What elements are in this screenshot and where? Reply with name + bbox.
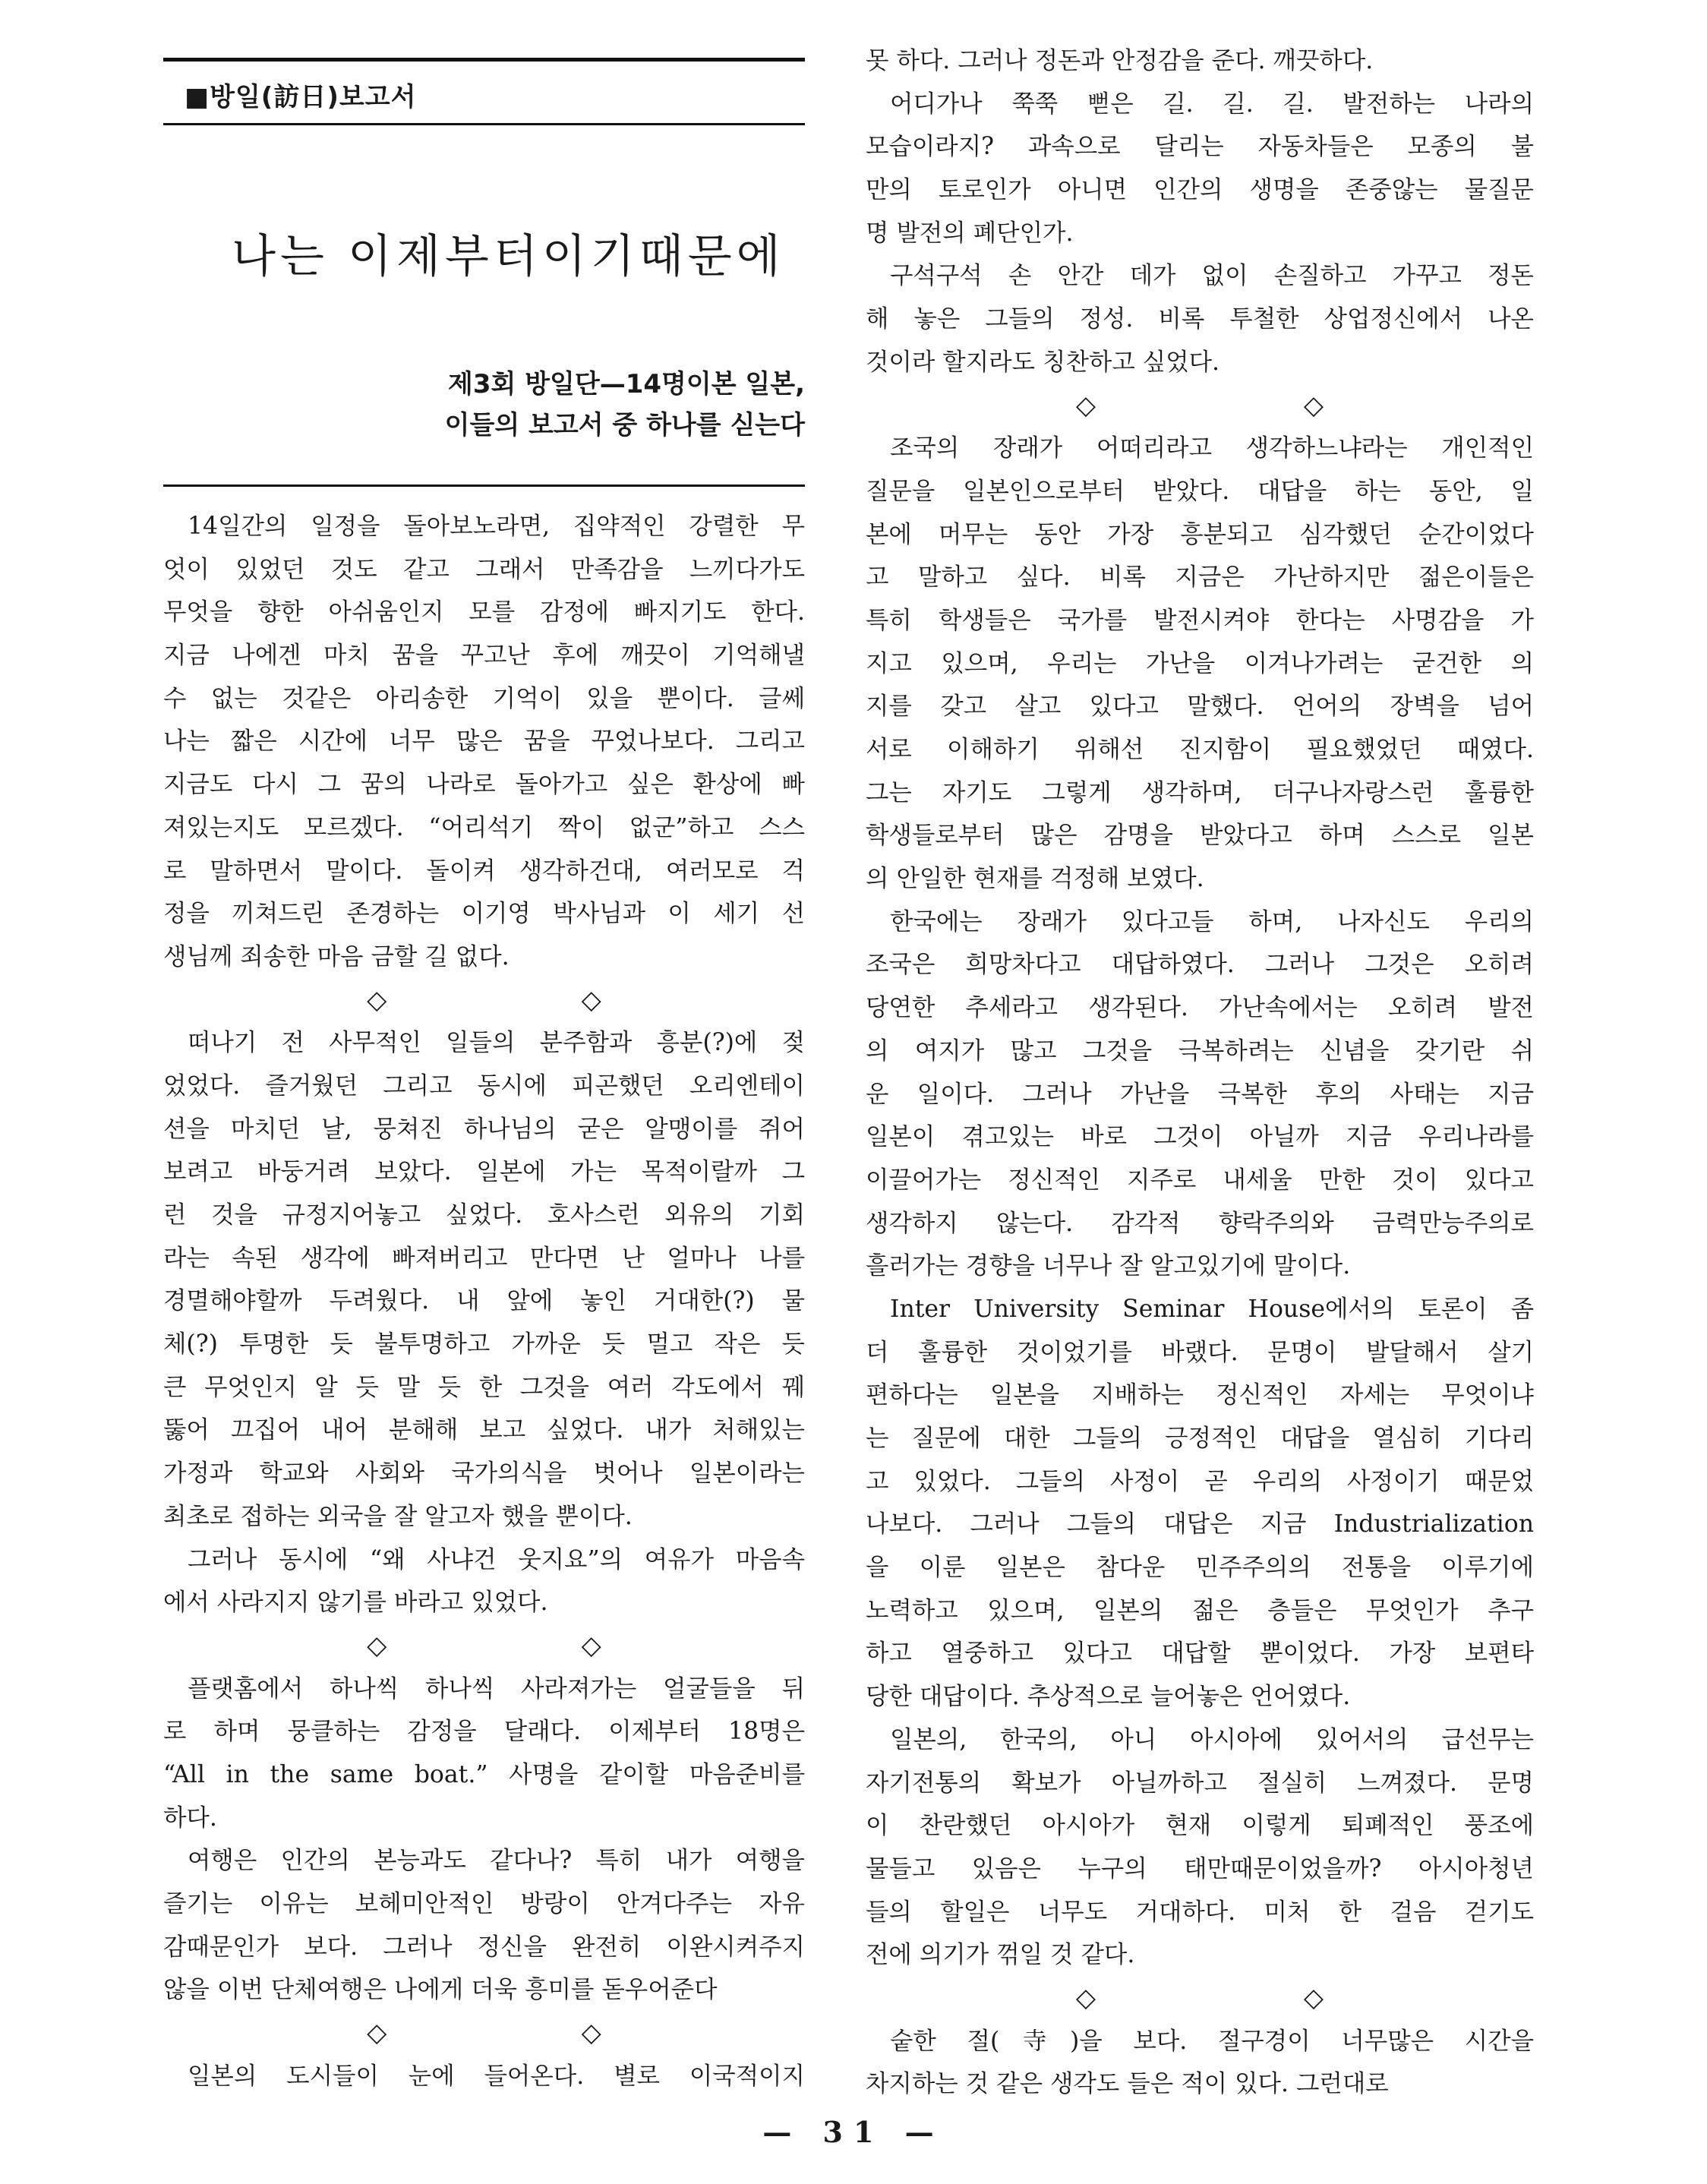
text-line: 더 훌륭한 것이었기를 바랬다. 문명이 발달해서 살기 xyxy=(866,1338,1534,1366)
diamond-icon: ◇ xyxy=(581,2018,601,2049)
text-line: 서로 이해하기 위해선 진지함이 필요했었던 때였다. xyxy=(866,736,1534,763)
text-line: 로 하며 뭉클하는 감정을 달래다. 이제부터 18명은 xyxy=(163,1718,805,1746)
text-line: 것이라 할지라도 칭찬하고 싶었다. xyxy=(866,348,1220,376)
text-line: 의 안일한 현재를 걱정해 보였다. xyxy=(866,865,1204,893)
text-line: 션을 마치던 날, 뭉쳐진 하나님의 굳은 알맹이를 쥐어 xyxy=(163,1115,805,1143)
text-line: 못 하다. 그러나 정돈과 안정감을 준다. 깨끗하다. xyxy=(866,47,1374,74)
text-line: 로 말하면서 말이다. 돌이켜 생각하건대, 여러모로 걱 xyxy=(163,857,805,885)
text-line: 특히 학생들은 국가를 발전시켜야 한다는 사명감을 가 xyxy=(866,606,1534,634)
section-divider xyxy=(866,384,1534,428)
text-line: 흘러가는 경향을 너무나 잘 알고있기에 말이다. xyxy=(866,1252,1351,1280)
diamond-icon: ◇ xyxy=(367,1630,387,1661)
text-line: 플랫홈에서 하나씩 하나씩 사라져가는 얼굴들을 뒤 xyxy=(188,1674,805,1703)
subtitle-line-2: 이들의 보고서 중 하나를 싣는다 xyxy=(444,410,805,440)
header-top-rule xyxy=(163,58,805,62)
page-number: — 31 — xyxy=(762,2115,945,2149)
left-body-text xyxy=(163,505,805,2097)
text-line: 의 여지가 많고 그것을 극복하려는 신념을 갖기란 쉬 xyxy=(866,1037,1534,1065)
text-line: 그러나 동시에 “왜 사냐건 웃지요”의 여유가 마음속 xyxy=(188,1545,805,1573)
text-line: 수 없는 것같은 아리송한 기억이 있을 뿐이다. 글쎄 xyxy=(163,684,805,712)
text-line: 이 찬란했던 아시아가 현재 이렇게 퇴폐적인 풍조에 xyxy=(866,1812,1534,1840)
text-line: 한국에는 장래가 있다고들 하며, 나자신도 우리의 xyxy=(890,907,1534,936)
text-line: 14일간의 일정을 돌아보노라면, 집약적인 강렬한 무 xyxy=(188,513,805,540)
text-line: 엇이 있었던 것도 같고 그래서 만족감을 느끼다가도 xyxy=(163,555,805,583)
text-line: 어디가나 쭉쭉 뻗은 길. 길. 길. 발전하는 나라의 xyxy=(890,90,1534,118)
text-line: 노력하고 있으며, 일본의 젊은 층들은 무엇인가 추구 xyxy=(866,1596,1534,1624)
diamond-icon: ◇ xyxy=(367,984,387,1015)
text-line: 본에 머무는 동안 가장 흥분되고 심각했던 순간이었다 xyxy=(866,520,1534,548)
text-line: 나는 짧은 시간에 너무 많은 꿈을 꾸었나보다. 그리고 xyxy=(163,727,805,756)
text-line: 운 일이다. 그러나 가난을 극복한 후의 사태는 지금 xyxy=(866,1080,1534,1108)
text-line: 해 놓은 그들의 정성. 비록 투철한 상업정신에서 나온 xyxy=(866,305,1534,333)
text-line: 큰 무엇인지 알 듯 말 듯 한 그것을 여러 각도에서 꿰 xyxy=(163,1373,805,1401)
text-line: 구석구석 손 안간 데가 없이 손질하고 가꾸고 정돈 xyxy=(890,262,1534,290)
text-line: 조국은 희망차다고 대답하였다. 그러나 그것은 오히려 xyxy=(866,951,1534,979)
text-line: Inter University Seminar House에서의 토론이 좀 xyxy=(890,1295,1534,1323)
text-line: 지금도 다시 그 꿈의 나라로 돌아가고 싶은 환상에 빠 xyxy=(163,771,805,799)
text-line: 편하다는 일본을 지배하는 정신적인 자세는 무엇이냐 xyxy=(866,1381,1534,1409)
text-line: 뚫어 끄집어 내어 분해해 보고 싶었다. 내가 처해있는 xyxy=(163,1416,805,1444)
text-line: 하고 열중하고 있다고 대답할 뿐이었다. 가장 보편타 xyxy=(866,1640,1534,1668)
section-divider xyxy=(163,1624,805,1668)
header-bottom-rule xyxy=(163,123,805,125)
subtitle-line-1: 제3회 방일단—14명이본 일본, xyxy=(447,369,805,399)
diamond-icon: ◇ xyxy=(1303,390,1324,421)
text-line: 들의 할일은 너무도 거대하다. 미처 한 걸음 걷기도 xyxy=(866,1898,1534,1926)
text-line: 런 것을 규정지어놓고 싶었다. 호사스런 외유의 기회 xyxy=(163,1201,805,1229)
text-line: “All in the same boat.” 사명을 같이할 마음준비를 xyxy=(163,1760,805,1788)
diamond-icon: ◇ xyxy=(581,1630,601,1661)
text-line: 져있는지도 모르겠다. “어리석기 짝이 없군”하고 스스 xyxy=(163,813,805,841)
section-divider xyxy=(866,1977,1534,2020)
text-line: 나보다. 그러나 그들의 대답은 지금 Industrialization xyxy=(866,1510,1534,1539)
text-line: 생님께 죄송한 마음 금할 길 없다. xyxy=(163,942,510,970)
section-label: ■방일(訪日)보고서 xyxy=(185,82,417,112)
text-line: 모습이라지? 과속으로 달리는 자동차들은 모종의 불 xyxy=(866,133,1534,161)
text-line: 차지하는 것 같은 생각도 들은 적이 있다. 그런대로 xyxy=(866,2070,1389,2098)
text-line: 일본의 도시들이 눈에 들어온다. 별로 이국적이지 xyxy=(188,2062,805,2090)
text-line: 지고 있으며, 우리는 가난을 이겨나가려는 굳건한 의 xyxy=(866,649,1534,677)
diamond-icon: ◇ xyxy=(581,984,601,1015)
text-line: 었었다. 즐거웠던 그리고 동시에 피곤했던 오리엔테이 xyxy=(163,1071,805,1100)
text-line: 지를 갖고 살고 있다고 말했다. 언어의 장벽을 넘어 xyxy=(866,693,1534,721)
text-line: 지금 나에겐 마치 꿈을 꾸고난 후에 깨끗이 기억해낼 xyxy=(163,642,805,670)
text-line: 감때문인가 보다. 그러나 정신을 완전히 이완시켜주지 xyxy=(163,1933,805,1961)
text-line: 자기전통의 확보가 아닐까하고 절실히 느껴졌다. 문명 xyxy=(866,1769,1534,1797)
right-body-text xyxy=(866,39,1534,2106)
text-line: 최초로 접하는 외국을 잘 알고자 했을 뿐이다. xyxy=(163,1502,633,1530)
text-line: 는 질문에 대한 그들의 긍정적인 대답을 열심히 기다리 xyxy=(866,1425,1534,1452)
text-line: 질문을 일본인으로부터 받았다. 대답을 하는 동안, 일 xyxy=(866,477,1534,505)
text-line: 경멸해야할까 두려웠다. 내 앞에 놓인 거대한(?) 물 xyxy=(163,1287,805,1315)
diamond-icon: ◇ xyxy=(1075,1982,1096,2013)
text-line: 조국의 장래가 어떠리라고 생각하느냐라는 개인적인 xyxy=(890,434,1534,462)
text-line: 떠나기 전 사무적인 일들의 분주함과 흥분(?)에 젖 xyxy=(188,1029,805,1057)
text-line: 정을 끼쳐드린 존경하는 이기영 박사님과 이 세기 선 xyxy=(163,900,805,928)
text-line: 무엇을 향한 아쉬움인지 모를 감정에 빠지기도 한다. xyxy=(163,598,805,626)
article-title: 나는 이제부터이기때문에 xyxy=(232,230,785,283)
text-line: 고 있었다. 그들의 사정이 곧 우리의 사정이기 때문었 xyxy=(866,1467,1534,1495)
text-line: 보려고 바둥거려 보았다. 일본에 가는 목적이랄까 그 xyxy=(163,1158,805,1186)
text-line: 전에 의기가 꺾일 것 같다. xyxy=(866,1941,1135,1969)
text-line: 만의 토로인가 아니면 인간의 생명을 존중않는 물질문 xyxy=(866,176,1534,204)
text-line: 고 말하고 싶다. 비록 지금은 가난하지만 젊은이들은 xyxy=(866,563,1534,592)
text-line: 명 발전의 폐단인가. xyxy=(866,219,1074,247)
diamond-icon: ◇ xyxy=(1303,1982,1324,2013)
text-line: 에서 사라지지 않기를 바라고 있었다. xyxy=(163,1589,548,1617)
section-divider xyxy=(163,979,805,1022)
text-line: 그는 자기도 그렇게 생각하며, 더구나자랑스런 훌륭한 xyxy=(866,778,1534,806)
text-line: 생각하지 않는다. 감각적 향락주의와 금력만능주의로 xyxy=(866,1209,1534,1237)
text-line: 즐기는 이유는 보헤미안적인 방랑이 안겨다주는 자유 xyxy=(163,1890,805,1917)
text-line: 을 이룬 일본은 참다운 민주주의의 전통을 이루기에 xyxy=(866,1554,1534,1582)
text-line: 일본이 겪고있는 바로 그것이 아닐까 지금 우리나라를 xyxy=(866,1123,1534,1151)
text-line: 하다. xyxy=(163,1804,217,1832)
text-line: 가정과 학교와 사회와 국가의식을 벗어나 일본이라는 xyxy=(163,1460,805,1488)
text-line: 학생들로부터 많은 감명을 받았다고 하며 스스로 일본 xyxy=(866,822,1534,850)
text-line: 라는 속된 생각에 빠져버리고 만다면 난 얼마나 나를 xyxy=(163,1244,805,1272)
title-rule xyxy=(163,484,805,487)
text-line: 당한 대답이다. 추상적으로 늘어놓은 언어였다. xyxy=(866,1683,1351,1711)
text-line: 숱한 절(寺)을 보다. 절구경이 너무많은 시간을 xyxy=(890,2027,1534,2055)
text-line: 당연한 추세라고 생각된다. 가난속에서는 오히려 발전 xyxy=(866,994,1534,1022)
text-line: 일본의, 한국의, 아니 아시아에 있어서의 급선무는 xyxy=(890,1725,1534,1753)
section-divider xyxy=(163,2012,805,2055)
text-line: 체(?) 투명한 듯 불투명하고 가까운 듯 멀고 작은 듯 xyxy=(163,1330,805,1359)
text-line: 여행은 인간의 본능과도 같다나? 특히 내가 여행을 xyxy=(188,1847,805,1875)
text-line: 않을 이번 단체여행은 나에게 더욱 흥미를 돋우어준다 xyxy=(163,1976,718,2004)
diamond-icon: ◇ xyxy=(1075,390,1096,421)
diamond-icon: ◇ xyxy=(367,2018,387,2049)
text-line: 이끌어가는 정신적인 지주로 내세울 만한 것이 있다고 xyxy=(866,1166,1534,1194)
text-line: 물들고 있음은 누구의 태만때문이었을까? 아시아청년 xyxy=(866,1854,1534,1883)
